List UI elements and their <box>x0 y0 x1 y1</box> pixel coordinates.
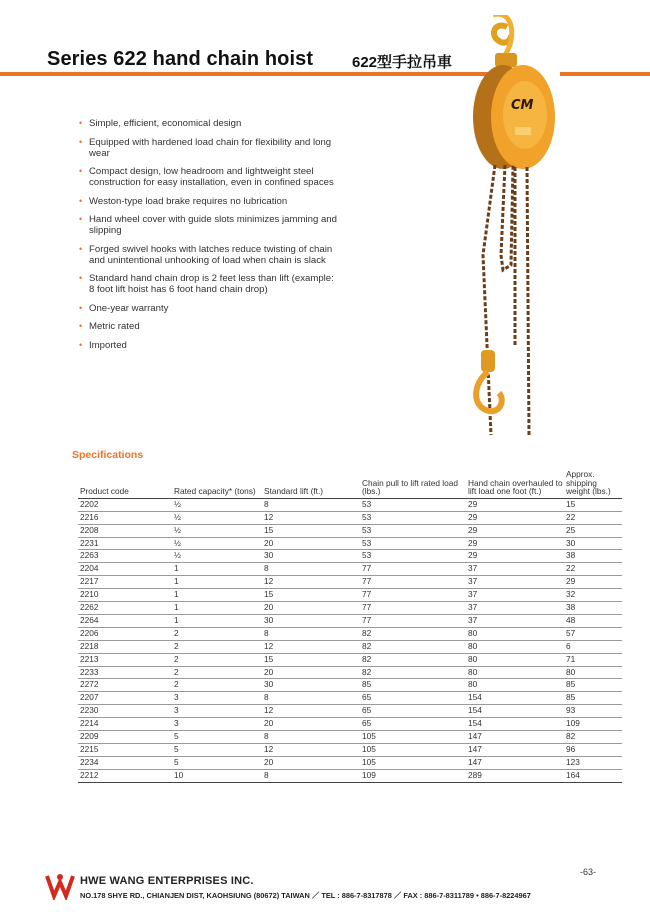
table-cell: 2209 <box>78 731 172 744</box>
table-cell: 82 <box>360 666 466 679</box>
table-header-row <box>78 470 622 498</box>
table-cell: 1 <box>172 563 262 576</box>
table-cell: 53 <box>360 498 466 511</box>
table-cell: 29 <box>466 537 564 550</box>
table-cell: 164 <box>564 769 622 782</box>
table-cell: 2208 <box>78 524 172 537</box>
table-cell: 29 <box>564 576 622 589</box>
table-cell: 80 <box>466 666 564 679</box>
table-cell: 80 <box>466 653 564 666</box>
bullet-icon: • <box>79 166 83 176</box>
table-cell: 38 <box>564 602 622 615</box>
table-cell: ½ <box>172 511 262 524</box>
table-cell: 80 <box>466 679 564 692</box>
table-row <box>78 744 622 757</box>
table-cell: 15 <box>262 524 360 537</box>
table-cell: 38 <box>564 550 622 563</box>
table-row <box>78 589 622 602</box>
feature-item: • Metric rated <box>79 321 140 332</box>
table-row <box>78 653 622 666</box>
table-cell: 20 <box>262 537 360 550</box>
table-cell: 105 <box>360 744 466 757</box>
table-cell: 77 <box>360 576 466 589</box>
table-cell: 5 <box>172 744 262 757</box>
table-cell: 2263 <box>78 550 172 563</box>
table-cell: 82 <box>360 627 466 640</box>
table-row <box>78 627 622 640</box>
table-cell: 29 <box>466 524 564 537</box>
table-cell: 96 <box>564 744 622 757</box>
table-cell: 82 <box>360 640 466 653</box>
table-cell: 20 <box>262 666 360 679</box>
table-cell: 2231 <box>78 537 172 550</box>
feature-item: • Imported <box>79 339 127 351</box>
table-cell: 53 <box>360 511 466 524</box>
capacity-label <box>515 127 531 135</box>
bullet-icon: • <box>79 243 83 254</box>
table-row <box>78 705 622 718</box>
bullet-icon: • <box>79 339 83 350</box>
table-row <box>78 563 622 576</box>
col-header-rated-capacity: Rated capacity* (tons) <box>172 470 262 498</box>
table-cell: 12 <box>262 744 360 757</box>
table-cell: 3 <box>172 692 262 705</box>
table-cell: 22 <box>564 563 622 576</box>
table-cell: 2214 <box>78 718 172 731</box>
table-cell: 109 <box>360 769 466 782</box>
table-cell: 8 <box>262 627 360 640</box>
table-cell: 85 <box>564 692 622 705</box>
table-cell: 25 <box>564 524 622 537</box>
table-cell: 8 <box>262 692 360 705</box>
table-cell: 77 <box>360 602 466 615</box>
table-cell: 2206 <box>78 627 172 640</box>
table-cell: 147 <box>466 744 564 757</box>
feature-item: • One-year warranty <box>79 302 169 314</box>
table-cell: 2 <box>172 627 262 640</box>
table-cell: ½ <box>172 498 262 511</box>
table-row <box>78 602 622 615</box>
table-cell: 2262 <box>78 602 172 615</box>
table-cell: 65 <box>360 705 466 718</box>
col-header-hand-chain-overhauled: Hand chain overhauled to lift load one foot (ft.) <box>466 470 564 498</box>
table-cell: 2233 <box>78 666 172 679</box>
table-cell: 3 <box>172 718 262 731</box>
table-row <box>78 692 622 705</box>
table-cell: 20 <box>262 756 360 769</box>
table-cell: 80 <box>564 666 622 679</box>
table-row <box>78 756 622 769</box>
bullet-icon: • <box>79 214 83 224</box>
table-cell: 12 <box>262 511 360 524</box>
bullet-icon: • <box>79 321 83 331</box>
table-cell: 2212 <box>78 769 172 782</box>
table-cell: 22 <box>564 511 622 524</box>
col-header-product-code: Product code <box>78 470 172 498</box>
table-cell: 3 <box>172 705 262 718</box>
brand-mark: CM <box>511 98 534 113</box>
table-row <box>78 576 622 589</box>
bullet-icon: • <box>79 136 83 147</box>
table-cell: 12 <box>262 640 360 653</box>
table-row <box>78 498 622 511</box>
table-cell: 30 <box>262 679 360 692</box>
table-cell: 8 <box>262 498 360 511</box>
feature-item: • Simple, efficient, economical design <box>79 118 242 129</box>
table-cell: 77 <box>360 614 466 627</box>
table-cell: 1 <box>172 576 262 589</box>
table-cell: 29 <box>466 511 564 524</box>
table-cell: 12 <box>262 576 360 589</box>
table-cell: 289 <box>466 769 564 782</box>
specifications-table <box>78 470 622 783</box>
table-cell: 93 <box>564 705 622 718</box>
table-cell: 8 <box>262 769 360 782</box>
table-cell: 20 <box>262 718 360 731</box>
page-title-chinese: 622型手拉吊車 <box>352 54 453 71</box>
table-cell: 29 <box>466 550 564 563</box>
table-cell: 1 <box>172 602 262 615</box>
table-cell: 2216 <box>78 511 172 524</box>
table-cell: 82 <box>564 731 622 744</box>
table-cell: 2 <box>172 640 262 653</box>
table-cell: 37 <box>466 576 564 589</box>
table-cell: 77 <box>360 589 466 602</box>
table-cell: 2230 <box>78 705 172 718</box>
table-cell: 10 <box>172 769 262 782</box>
table-cell: 65 <box>360 718 466 731</box>
table-cell: 154 <box>466 718 564 731</box>
table-cell: 123 <box>564 756 622 769</box>
table-cell: 2207 <box>78 692 172 705</box>
table-cell: 105 <box>360 731 466 744</box>
table-row <box>78 640 622 653</box>
table-cell: 37 <box>466 589 564 602</box>
table-cell: 8 <box>262 563 360 576</box>
table-cell: 2272 <box>78 679 172 692</box>
table-cell: 2 <box>172 666 262 679</box>
table-cell: ½ <box>172 550 262 563</box>
feature-item: • Weston-type load brake requires no lubrication <box>79 195 288 207</box>
specifications-table-body <box>78 498 622 782</box>
table-cell: 37 <box>466 614 564 627</box>
bullet-icon: • <box>79 195 83 206</box>
table-row <box>78 550 622 563</box>
bullet-icon: • <box>79 302 83 313</box>
feature-item: • Compact design, low headroom and lightweight steel construction for easy installation, even in confined spaces <box>79 166 334 188</box>
company-name: HWE WANG ENTERPRISES INC. <box>80 875 254 887</box>
bullet-icon: • <box>79 273 83 283</box>
table-row <box>78 666 622 679</box>
table-cell: 32 <box>564 589 622 602</box>
title-rule-right <box>560 72 650 76</box>
table-cell: 71 <box>564 653 622 666</box>
table-cell: 2215 <box>78 744 172 757</box>
table-cell: 154 <box>466 692 564 705</box>
title-rule <box>0 72 492 76</box>
table-cell: 82 <box>360 653 466 666</box>
bullet-icon: • <box>79 118 83 128</box>
table-cell: 2204 <box>78 563 172 576</box>
table-cell: 53 <box>360 550 466 563</box>
table-cell: 2264 <box>78 614 172 627</box>
table-cell: 57 <box>564 627 622 640</box>
table-cell: 30 <box>564 537 622 550</box>
load-chain <box>527 167 529 435</box>
feature-item: • Standard hand chain drop is 2 feet less than lift (example: 8 foot lift hoist has 6 foot hand chain drop) <box>79 273 334 295</box>
table-cell: 37 <box>466 563 564 576</box>
table-cell: 15 <box>262 653 360 666</box>
company-logo-icon <box>45 872 75 900</box>
hook-block <box>495 53 517 67</box>
table-cell: 15 <box>262 589 360 602</box>
table-cell: 30 <box>262 550 360 563</box>
table-cell: 2210 <box>78 589 172 602</box>
bottom-hook-block <box>481 350 495 372</box>
table-cell: 1 <box>172 614 262 627</box>
table-cell: 85 <box>360 679 466 692</box>
table-cell: ½ <box>172 537 262 550</box>
table-row <box>78 679 622 692</box>
table-cell: 48 <box>564 614 622 627</box>
table-cell: 53 <box>360 537 466 550</box>
table-cell: 2217 <box>78 576 172 589</box>
table-cell: 5 <box>172 756 262 769</box>
page-number: -63- <box>580 867 597 877</box>
table-row <box>78 731 622 744</box>
table-cell: 80 <box>466 627 564 640</box>
table-cell: 2218 <box>78 640 172 653</box>
table-cell: 20 <box>262 602 360 615</box>
specifications-heading: Specifications <box>72 449 144 461</box>
feature-item: • Equipped with hardened load chain for flexibility and long wear <box>79 136 332 159</box>
feature-list <box>79 118 339 358</box>
table-row <box>78 614 622 627</box>
table-row <box>78 511 622 524</box>
feature-item: • Forged swivel hooks with latches reduce twisting of chain and unintentional unhooking of load when chain is slack <box>79 243 333 266</box>
table-cell: 37 <box>466 602 564 615</box>
table-cell: 147 <box>466 756 564 769</box>
table-row <box>78 537 622 550</box>
table-cell: 147 <box>466 731 564 744</box>
col-header-chain-pull: Chain pull to lift rated load (lbs.) <box>360 470 466 498</box>
table-cell: 2 <box>172 653 262 666</box>
hoist-cover <box>503 81 547 149</box>
table-cell: 65 <box>360 692 466 705</box>
feature-item: • Hand wheel cover with guide slots minimizes jamming and slipping <box>79 214 337 236</box>
table-cell: 154 <box>466 705 564 718</box>
table-cell: 2 <box>172 679 262 692</box>
page-title: Series 622 hand chain hoist <box>47 48 314 70</box>
table-cell: ½ <box>172 524 262 537</box>
table-cell: 2202 <box>78 498 172 511</box>
table-cell: 105 <box>360 756 466 769</box>
table-cell: 15 <box>564 498 622 511</box>
col-header-standard-lift: Standard lift (ft.) <box>262 470 360 498</box>
table-cell: 6 <box>564 640 622 653</box>
table-cell: 1 <box>172 589 262 602</box>
company-address: NO.178 SHYE RD., CHIANJEN DIST, KAOHSIUNG (80672) TAIWAN ／ TEL : 886-7-8317878 ／ FAX : 886-7-8311789 • 886-7-8224967 <box>80 891 531 900</box>
chain-hoist-illustration <box>455 15 565 450</box>
col-header-shipping-weight: Approx. shipping weight (lbs.) <box>564 470 622 498</box>
table-row <box>78 524 622 537</box>
table-cell: 12 <box>262 705 360 718</box>
table-cell: 8 <box>262 731 360 744</box>
table-row <box>78 718 622 731</box>
table-cell: 53 <box>360 524 466 537</box>
table-cell: 2213 <box>78 653 172 666</box>
table-cell: 29 <box>466 498 564 511</box>
top-hook <box>494 26 511 43</box>
table-row <box>78 769 622 782</box>
table-cell: 109 <box>564 718 622 731</box>
table-cell: 85 <box>564 679 622 692</box>
table-cell: 77 <box>360 563 466 576</box>
table-cell: 80 <box>466 640 564 653</box>
table-cell: 2234 <box>78 756 172 769</box>
table-cell: 30 <box>262 614 360 627</box>
table-cell: 5 <box>172 731 262 744</box>
